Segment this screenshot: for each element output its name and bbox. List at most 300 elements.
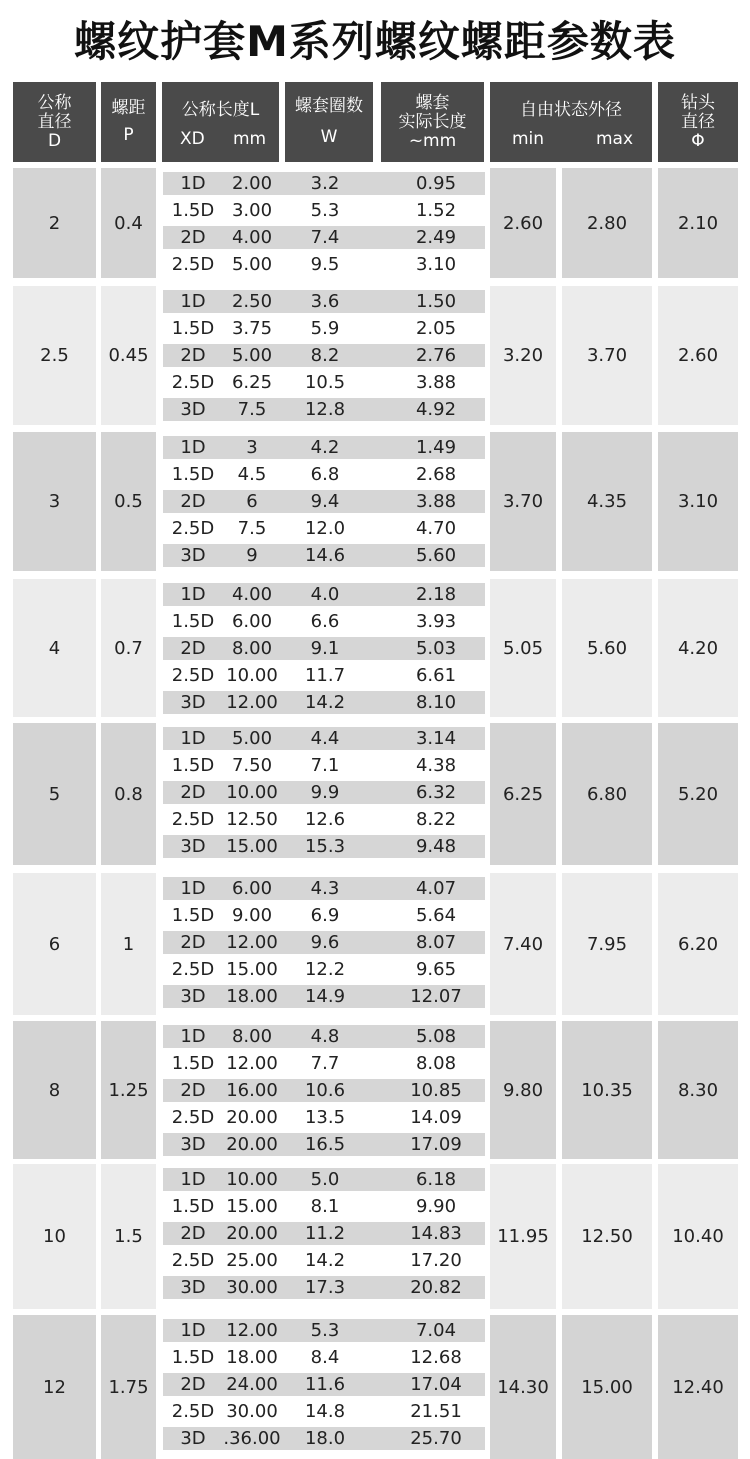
cell-actual-length: 3.88 — [415, 372, 457, 393]
cell-coils: 9.9 — [310, 782, 340, 803]
cell-length-xd: 1.5D — [171, 611, 215, 632]
cell-coils: 5.9 — [310, 318, 340, 339]
cell-actual-length: 5.64 — [415, 905, 457, 926]
cell-length-mm: 12.00 — [226, 1320, 278, 1341]
header-drill-line1: 钻头 — [681, 92, 715, 113]
cell-coils: 11.2 — [304, 1223, 346, 1244]
cell-actual-length: 12.07 — [410, 986, 462, 1007]
table-row — [163, 1133, 485, 1156]
cell-actual-length: 4.70 — [415, 518, 457, 539]
cell-drill-diameter: 8.30 — [658, 1021, 738, 1159]
cell-length-xd: 2.5D — [171, 1107, 215, 1128]
cell-nominal-diameter: 6 — [13, 873, 96, 1015]
cell-actual-length: 5.08 — [415, 1026, 457, 1047]
cell-length-mm: 20.00 — [226, 1107, 278, 1128]
table-row — [163, 290, 485, 313]
cell-length-mm: 6.00 — [231, 878, 273, 899]
cell-actual-length: 6.32 — [415, 782, 457, 803]
cell-length-mm: 4.00 — [231, 584, 273, 605]
cell-length-xd: 2D — [180, 782, 206, 803]
header-d-line2: 直径 — [37, 111, 72, 132]
cell-coils: 12.8 — [304, 399, 346, 420]
cell-drill-diameter: 4.20 — [658, 579, 738, 717]
table-row-group — [0, 1164, 750, 1309]
cell-length-xd: 2.5D — [171, 959, 215, 980]
table-row — [163, 1052, 485, 1075]
cell-od-max: 6.80 — [562, 723, 652, 865]
cell-length-mm: 9.00 — [231, 905, 273, 926]
cell-drill-diameter: 2.60 — [658, 286, 738, 425]
cell-length-xd: 1D — [180, 291, 206, 312]
table-row — [163, 958, 485, 981]
cell-pitch: 1.5 — [101, 1164, 156, 1309]
cell-od-min: 5.05 — [490, 579, 556, 717]
cell-actual-length: 2.05 — [415, 318, 457, 339]
header-w-line1: 螺套圈数 — [295, 96, 363, 116]
header-nominal-diameter — [13, 82, 96, 162]
cell-drill-diameter: 6.20 — [658, 873, 738, 1015]
cell-nominal-diameter: 10 — [13, 1164, 96, 1309]
table-row-group — [0, 1021, 750, 1159]
table-row — [163, 1168, 485, 1191]
cell-actual-length: 2.18 — [415, 584, 457, 605]
cell-length-mm: 24.00 — [226, 1374, 278, 1395]
cell-od-min: 14.30 — [490, 1315, 556, 1459]
cell-od-min: 11.95 — [490, 1164, 556, 1309]
cell-coils: 9.5 — [310, 254, 340, 275]
cell-length-mm: 5.00 — [231, 728, 273, 749]
header-od-max: max — [596, 129, 634, 149]
cell-length-mm: 30.00 — [226, 1401, 278, 1422]
header-actual-length — [381, 82, 484, 162]
cell-od-min: 6.25 — [490, 723, 556, 865]
cell-actual-length: 2.68 — [415, 464, 457, 485]
table-row — [163, 1276, 485, 1299]
cell-length-xd: 1.5D — [171, 1053, 215, 1074]
cell-coils: 6.9 — [310, 905, 340, 926]
cell-od-max: 15.00 — [562, 1315, 652, 1459]
cell-actual-length: 20.82 — [410, 1277, 462, 1298]
cell-length-mm: 9 — [246, 545, 258, 566]
table-row — [163, 904, 485, 927]
cell-length-xd: 1D — [180, 1026, 206, 1047]
cell-od-min: 2.60 — [490, 168, 556, 278]
cell-length-xd: 2D — [180, 1374, 206, 1395]
cell-coils: 8.4 — [310, 1347, 340, 1368]
cell-od-min: 3.70 — [490, 432, 556, 571]
cell-drill-diameter: 12.40 — [658, 1315, 738, 1459]
cell-length-xd: 2.5D — [171, 254, 215, 275]
cell-actual-length: 3.93 — [415, 611, 457, 632]
cell-coils: 10.6 — [304, 1080, 346, 1101]
cell-length-mm: 8.00 — [231, 1026, 273, 1047]
table-row-group — [0, 432, 750, 571]
cell-length-mm: 5.00 — [231, 254, 273, 275]
cell-length-mm: 18.00 — [226, 986, 278, 1007]
cell-length-mm: 8.00 — [231, 638, 273, 659]
header-p-line1: 螺距 — [111, 98, 146, 118]
cell-length-xd: 2.5D — [171, 1250, 215, 1271]
cell-actual-length: 3.10 — [415, 254, 457, 275]
cell-actual-length: 6.61 — [415, 665, 457, 686]
cell-coils: 7.4 — [310, 227, 340, 248]
cell-od-max: 10.35 — [562, 1021, 652, 1159]
cell-coils: 4.3 — [310, 878, 340, 899]
cell-length-xd: 2D — [180, 1080, 206, 1101]
header-drill-diameter — [658, 82, 738, 162]
cell-od-max: 4.35 — [562, 432, 652, 571]
cell-nominal-diameter: 8 — [13, 1021, 96, 1159]
cell-nominal-diameter: 5 — [13, 723, 96, 865]
cell-actual-length: 0.95 — [415, 173, 457, 194]
cell-length-mm: 6.00 — [231, 611, 273, 632]
table-row — [163, 544, 485, 567]
cell-length-xd: 1D — [180, 173, 206, 194]
cell-coils: 17.3 — [304, 1277, 346, 1298]
header-w-line2: W — [320, 127, 338, 147]
cell-nominal-diameter: 12 — [13, 1315, 96, 1459]
header-length-mm: mm — [233, 129, 267, 149]
cell-od-max: 12.50 — [562, 1164, 652, 1309]
cell-coils: 6.6 — [310, 611, 340, 632]
cell-length-xd: 1.5D — [171, 1196, 215, 1217]
cell-length-mm: 15.00 — [226, 836, 278, 857]
cell-coils: 7.1 — [310, 755, 340, 776]
cell-length-mm: 5.00 — [231, 345, 273, 366]
cell-drill-diameter: 3.10 — [658, 432, 738, 571]
cell-length-xd: 3D — [180, 1428, 206, 1449]
table-row — [163, 664, 485, 687]
cell-coils: 10.5 — [304, 372, 346, 393]
cell-actual-length: 12.68 — [410, 1347, 462, 1368]
cell-coils: 18.0 — [304, 1428, 346, 1449]
table-row — [163, 610, 485, 633]
cell-coils: 9.1 — [310, 638, 340, 659]
cell-coils: 11.6 — [304, 1374, 346, 1395]
cell-coils: 3.2 — [310, 173, 340, 194]
cell-length-xd: 2.5D — [171, 1401, 215, 1422]
cell-length-mm: 12.50 — [226, 809, 278, 830]
cell-coils: 12.6 — [304, 809, 346, 830]
cell-coils: 12.2 — [304, 959, 346, 980]
cell-length-xd: 1.5D — [171, 755, 215, 776]
cell-length-mm: 10.00 — [226, 665, 278, 686]
cell-length-mm: 2.50 — [231, 291, 273, 312]
cell-length-xd: 2D — [180, 491, 206, 512]
cell-coils: 5.3 — [310, 200, 340, 221]
header-pitch — [101, 82, 156, 162]
header-length-title: 公称长度L — [181, 100, 260, 120]
table-row-group — [0, 873, 750, 1015]
cell-length-xd: 2D — [180, 932, 206, 953]
table-row — [163, 1427, 485, 1450]
table-row-group — [0, 723, 750, 865]
cell-coils: 6.8 — [310, 464, 340, 485]
cell-coils: 8.1 — [310, 1196, 340, 1217]
cell-od-min: 3.20 — [490, 286, 556, 425]
page-title: 螺纹护套M系列螺纹螺距参数表 — [74, 17, 676, 66]
cell-coils: 4.0 — [310, 584, 340, 605]
table-row-group — [0, 168, 750, 278]
cell-length-xd: 2D — [180, 227, 206, 248]
cell-length-xd: 1D — [180, 1320, 206, 1341]
cell-actual-length: 1.50 — [415, 291, 457, 312]
cell-coils: 16.5 — [304, 1134, 346, 1155]
cell-length-xd: 2.5D — [171, 518, 215, 539]
cell-drill-diameter: 10.40 — [658, 1164, 738, 1309]
cell-pitch: 0.8 — [101, 723, 156, 865]
cell-pitch: 0.7 — [101, 579, 156, 717]
cell-coils: 14.6 — [304, 545, 346, 566]
cell-od-max: 3.70 — [562, 286, 652, 425]
cell-length-mm: 6 — [246, 491, 258, 512]
cell-length-xd: 1D — [180, 1169, 206, 1190]
cell-length-mm: 3.75 — [231, 318, 273, 339]
table-row — [163, 1222, 485, 1245]
cell-length-xd: 3D — [180, 692, 206, 713]
cell-coils: 14.8 — [304, 1401, 346, 1422]
table-row — [163, 754, 485, 777]
cell-length-xd: 2.5D — [171, 372, 215, 393]
cell-od-max: 5.60 — [562, 579, 652, 717]
header-drill-line3: Φ — [691, 130, 705, 151]
cell-coils: 8.2 — [310, 345, 340, 366]
table-row — [163, 1195, 485, 1218]
cell-length-mm: 7.5 — [237, 518, 267, 539]
cell-length-xd: 1D — [180, 878, 206, 899]
table-row — [163, 253, 485, 276]
cell-pitch: 1.75 — [101, 1315, 156, 1459]
table-row — [163, 1373, 485, 1396]
cell-coils: 14.2 — [304, 692, 346, 713]
table-row — [163, 1106, 485, 1129]
cell-actual-length: 5.60 — [415, 545, 457, 566]
cell-actual-length: 7.04 — [415, 1320, 457, 1341]
cell-actual-length: 8.07 — [415, 932, 457, 953]
cell-actual-length: 14.83 — [410, 1223, 462, 1244]
cell-nominal-diameter: 2 — [13, 168, 96, 278]
cell-actual-length: 8.22 — [415, 809, 457, 830]
header-length-xd: XD — [180, 129, 205, 149]
header-od-min: min — [512, 129, 545, 149]
cell-coils: 9.4 — [310, 491, 340, 512]
cell-coils: 4.4 — [310, 728, 340, 749]
cell-actual-length: 3.14 — [415, 728, 457, 749]
header-p-line2: P — [123, 125, 134, 145]
cell-pitch: 0.4 — [101, 168, 156, 278]
cell-coils: 14.9 — [304, 986, 346, 1007]
table-row — [163, 781, 485, 804]
cell-actual-length: 17.04 — [410, 1374, 462, 1395]
table-row — [163, 517, 485, 540]
cell-actual-length: 6.18 — [415, 1169, 457, 1190]
table-row — [163, 691, 485, 714]
cell-coils: 15.3 — [304, 836, 346, 857]
cell-length-mm: 12.00 — [226, 1053, 278, 1074]
cell-length-mm: 15.00 — [226, 959, 278, 980]
cell-od-max: 7.95 — [562, 873, 652, 1015]
table-row-group — [0, 1315, 750, 1459]
table-row — [163, 490, 485, 513]
cell-coils: 5.0 — [310, 1169, 340, 1190]
header-d-line1: 公称 — [37, 92, 72, 113]
table-row — [163, 727, 485, 750]
cell-pitch: 1 — [101, 873, 156, 1015]
cell-coils: 12.0 — [304, 518, 346, 539]
cell-length-mm: 20.00 — [226, 1223, 278, 1244]
cell-length-mm: 3.00 — [231, 200, 273, 221]
cell-od-min: 9.80 — [490, 1021, 556, 1159]
cell-length-mm: 7.50 — [231, 755, 273, 776]
header-len-line2: 实际长度 — [398, 111, 467, 132]
cell-length-mm: 18.00 — [226, 1347, 278, 1368]
table-row — [163, 808, 485, 831]
cell-length-mm: 25.00 — [226, 1250, 278, 1271]
cell-coils: 4.2 — [310, 437, 340, 458]
cell-od-min: 7.40 — [490, 873, 556, 1015]
table-row-group — [0, 579, 750, 717]
table-row — [163, 877, 485, 900]
cell-actual-length: 8.08 — [415, 1053, 457, 1074]
cell-length-xd: 3D — [180, 545, 206, 566]
cell-actual-length: 1.49 — [415, 437, 457, 458]
cell-length-xd: 1D — [180, 437, 206, 458]
header-d-line3: D — [47, 130, 62, 151]
header-od-title: 自由状态外径 — [520, 100, 622, 120]
cell-coils: 9.6 — [310, 932, 340, 953]
cell-length-xd: 2.5D — [171, 665, 215, 686]
table-row — [163, 931, 485, 954]
table-row — [163, 1249, 485, 1272]
cell-length-xd: 1D — [180, 728, 206, 749]
header-drill-line2: 直径 — [681, 111, 715, 132]
table-row — [163, 398, 485, 421]
cell-actual-length: 9.90 — [415, 1196, 457, 1217]
cell-actual-length: 17.20 — [410, 1250, 462, 1271]
cell-coils: 7.7 — [310, 1053, 340, 1074]
table-row — [163, 371, 485, 394]
cell-actual-length: 5.03 — [415, 638, 457, 659]
cell-actual-length: 17.09 — [410, 1134, 462, 1155]
table-row — [163, 1319, 485, 1342]
cell-coils: 3.6 — [310, 291, 340, 312]
cell-length-xd: 3D — [180, 836, 206, 857]
cell-actual-length: 4.07 — [415, 878, 457, 899]
cell-length-mm: 3 — [246, 437, 258, 458]
cell-pitch: 1.25 — [101, 1021, 156, 1159]
cell-length-xd: 3D — [180, 399, 206, 420]
cell-actual-length: 21.51 — [410, 1401, 462, 1422]
cell-actual-length: 10.85 — [410, 1080, 462, 1101]
cell-actual-length: 4.92 — [415, 399, 457, 420]
cell-pitch: 0.45 — [101, 286, 156, 425]
header-free-outer-diameter — [490, 82, 652, 162]
table-row-group — [0, 286, 750, 425]
cell-drill-diameter: 2.10 — [658, 168, 738, 278]
table-row — [163, 436, 485, 459]
cell-length-mm: 30.00 — [226, 1277, 278, 1298]
table-row — [163, 344, 485, 367]
table-row — [163, 1079, 485, 1102]
cell-actual-length: 9.48 — [415, 836, 457, 857]
cell-actual-length: 2.49 — [415, 227, 457, 248]
table-row — [163, 1025, 485, 1048]
cell-actual-length: 8.10 — [415, 692, 457, 713]
cell-length-mm: 2.00 — [231, 173, 273, 194]
table-row — [163, 1400, 485, 1423]
cell-length-xd: 2D — [180, 345, 206, 366]
header-nominal-length — [162, 82, 279, 162]
cell-actual-length: 14.09 — [410, 1107, 462, 1128]
cell-length-mm: 4.00 — [231, 227, 273, 248]
cell-length-mm: 16.00 — [226, 1080, 278, 1101]
table-row — [163, 1346, 485, 1369]
cell-actual-length: 1.52 — [415, 200, 457, 221]
table-row — [163, 317, 485, 340]
cell-coils: 11.7 — [304, 665, 346, 686]
table-row — [163, 583, 485, 606]
cell-nominal-diameter: 4 — [13, 579, 96, 717]
cell-length-xd: 1D — [180, 584, 206, 605]
cell-length-xd: 3D — [180, 1134, 206, 1155]
cell-drill-diameter: 5.20 — [658, 723, 738, 865]
cell-length-xd: 3D — [180, 1277, 206, 1298]
cell-actual-length: 25.70 — [410, 1428, 462, 1449]
cell-length-xd: 1.5D — [171, 200, 215, 221]
cell-actual-length: 2.76 — [415, 345, 457, 366]
cell-actual-length: 9.65 — [415, 959, 457, 980]
cell-length-xd: 2.5D — [171, 809, 215, 830]
cell-coils: 13.5 — [304, 1107, 346, 1128]
table-row — [163, 463, 485, 486]
cell-length-xd: 3D — [180, 986, 206, 1007]
cell-length-mm: 12.00 — [226, 932, 278, 953]
cell-nominal-diameter: 2.5 — [13, 286, 96, 425]
cell-coils: 4.8 — [310, 1026, 340, 1047]
cell-length-mm: 6.25 — [231, 372, 273, 393]
cell-length-xd: 2D — [180, 1223, 206, 1244]
cell-length-mm: 4.5 — [237, 464, 267, 485]
cell-length-mm: .36.00 — [223, 1428, 281, 1449]
cell-length-xd: 1.5D — [171, 1347, 215, 1368]
table-row — [163, 985, 485, 1008]
cell-length-mm: 20.00 — [226, 1134, 278, 1155]
table-row — [163, 172, 485, 195]
cell-length-mm: 10.00 — [226, 782, 278, 803]
cell-coils: 5.3 — [310, 1320, 340, 1341]
cell-actual-length: 4.38 — [415, 755, 457, 776]
cell-od-max: 2.80 — [562, 168, 652, 278]
cell-length-mm: 10.00 — [226, 1169, 278, 1190]
cell-length-xd: 1.5D — [171, 905, 215, 926]
header-len-line1: 螺套 — [415, 92, 450, 113]
table-row — [163, 835, 485, 858]
cell-actual-length: 3.88 — [415, 491, 457, 512]
cell-length-mm: 15.00 — [226, 1196, 278, 1217]
header-len-line3: ~mm — [408, 130, 457, 151]
table-row — [163, 199, 485, 222]
table-row — [163, 226, 485, 249]
cell-length-xd: 2D — [180, 638, 206, 659]
cell-length-xd: 1.5D — [171, 464, 215, 485]
cell-coils: 14.2 — [304, 1250, 346, 1271]
table-row — [163, 637, 485, 660]
cell-length-xd: 1.5D — [171, 318, 215, 339]
cell-nominal-diameter: 3 — [13, 432, 96, 571]
cell-pitch: 0.5 — [101, 432, 156, 571]
header-coils — [285, 82, 373, 162]
cell-length-mm: 12.00 — [226, 692, 278, 713]
